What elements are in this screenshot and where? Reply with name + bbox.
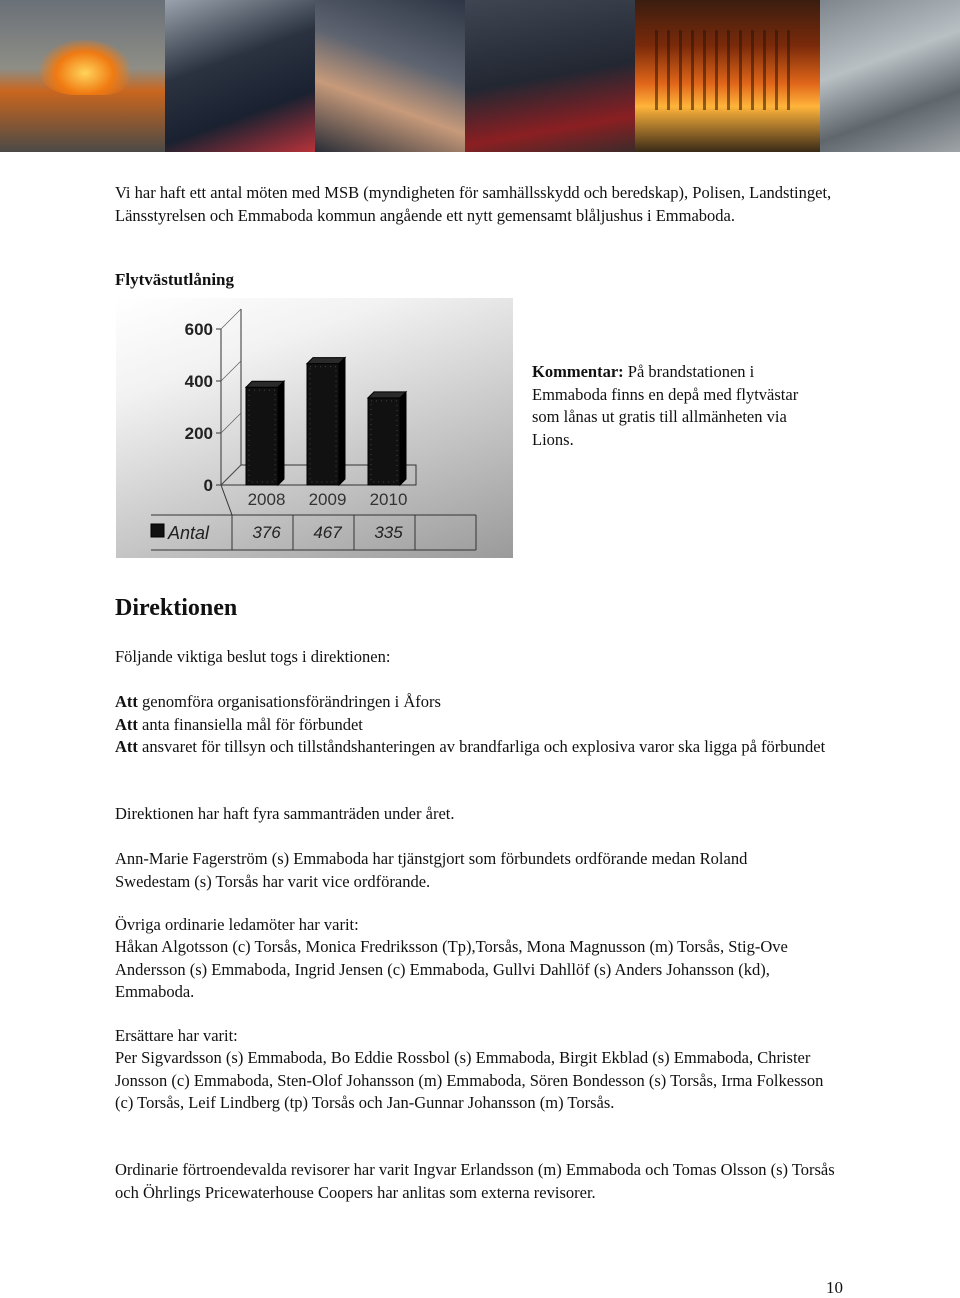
chart-categories <box>248 490 408 509</box>
section-title-flytvastutlaning: Flytvästutlåning <box>115 270 235 289</box>
y-tick-label: 0 <box>203 476 213 495</box>
decision-list <box>115 691 875 759</box>
chair-paragraph: Ann-Marie Fagerström (s) Emmaboda har tjänstgjort som förbundets ordförande medan Roland Swedestam (s) Torsås har varit vice ordförande. <box>115 849 748 891</box>
bar-side <box>400 392 406 485</box>
legend-label-antal: Antal <box>168 523 210 543</box>
legend-swatch <box>151 524 164 537</box>
decision-prefix: Att <box>115 714 138 734</box>
decision-text: genomföra organisationsförändringen i Åfors <box>137 692 441 711</box>
decision-item <box>115 691 875 714</box>
comment-text: På brandstationen i Emmaboda finns en depå med flytvästar som lånas ut gratis till allmänheten via Lions. <box>532 362 799 449</box>
chart-y-ticks <box>185 309 241 495</box>
y-tick-depth <box>221 309 241 329</box>
car-fire-photo <box>0 0 165 152</box>
bar-side <box>339 358 345 485</box>
decision-text: anta finansiella mål för förbundet <box>137 714 363 734</box>
chart-comment <box>532 361 812 451</box>
direktionen-lead: Följande viktiga beslut togs i direktionen: <box>115 647 391 666</box>
decision-item <box>115 736 875 759</box>
y-tick-depth <box>221 361 241 381</box>
decision-item <box>115 714 875 737</box>
auditors-paragraph: Ordinarie förtroendevalda revisorer har varit Ingvar Erlandsson (m) Emmaboda och Tomas Olsson (s) Torsås och Öhrlings Pricewaterhouse Coopers har anlitas som externa revisorer. <box>115 1160 835 1202</box>
substitutes-paragraph: Per Sigvardsson (s) Emmaboda, Bo Eddie Rossbol (s) Emmaboda, Birgit Ekblad (s) Emmaboda, Christer Jonsson (c) Emmaboda, Sten-Olof Johansson (m) Emmaboda, Sören Bondesson (s) Torsås, Irma Folkesson (c) Torsås, Leif Lindberg (tp) Torsås och Jan-Gunnar Johansson (m) Torsås. <box>115 1048 824 1112</box>
rescue-team-photo <box>165 0 315 152</box>
data-table-value: 376 <box>252 523 281 542</box>
data-table-value: 335 <box>374 523 403 542</box>
page-number: 10 <box>826 1278 843 1297</box>
intro-paragraph: Vi har haft ett antal möten med MSB (myndigheten för samhällsskydd och beredskap), Polisen, Landstinget, Länsstyrelsen och Emmaboda kommun angående ett nytt gemensamt blåljushus i Emmaboda. <box>115 183 832 225</box>
y-tick-depth <box>221 413 241 433</box>
comment-label: Kommentar: <box>532 362 624 381</box>
bar <box>246 387 278 485</box>
x-category-label: 2010 <box>369 490 408 509</box>
bar <box>307 364 339 485</box>
bar <box>368 398 400 485</box>
flytvast-chart <box>116 298 513 558</box>
y-tick-label: 600 <box>184 320 213 339</box>
house-fire-photo <box>635 0 820 152</box>
y-tick-depth <box>221 465 241 485</box>
substitutes-title: Ersättare har varit: <box>115 1026 238 1045</box>
direktionen-title: Direktionen <box>115 595 238 621</box>
decision-prefix: Att <box>115 692 138 711</box>
table-connector <box>221 485 232 515</box>
car-crash-photo <box>820 0 960 152</box>
chart-svg <box>116 298 513 558</box>
decision-prefix: Att <box>115 737 138 756</box>
meetings-paragraph: Direktionen har haft fyra sammanträden under året. <box>115 804 455 823</box>
patient-care-photo <box>315 0 465 152</box>
x-category-label: 2009 <box>308 490 347 509</box>
bar-side <box>278 381 284 485</box>
members-title: Övriga ordinarie ledamöter har varit: <box>115 915 359 934</box>
header-photo-banner <box>0 0 960 152</box>
extrication-photo <box>465 0 635 152</box>
y-tick-label: 400 <box>184 372 213 391</box>
chart-bars <box>246 358 406 485</box>
decision-text: ansvaret för tillsyn och tillståndshanteringen av brandfarliga och explosiva varor ska ligga på förbundet <box>137 737 826 756</box>
members-paragraph: Håkan Algotsson (c) Torsås, Monica Fredriksson (Tp),Torsås, Mona Magnusson (m) Torsås, Stig-Ove Andersson (s) Emmaboda, Ingrid Jensen (c) Emmaboda, Gullvi Dahllöf (s) Anders Johansson (kd), Emmaboda. <box>115 937 788 1001</box>
x-category-label: 2008 <box>247 490 286 509</box>
y-tick-label: 200 <box>184 424 213 443</box>
data-table-value: 467 <box>313 523 342 542</box>
